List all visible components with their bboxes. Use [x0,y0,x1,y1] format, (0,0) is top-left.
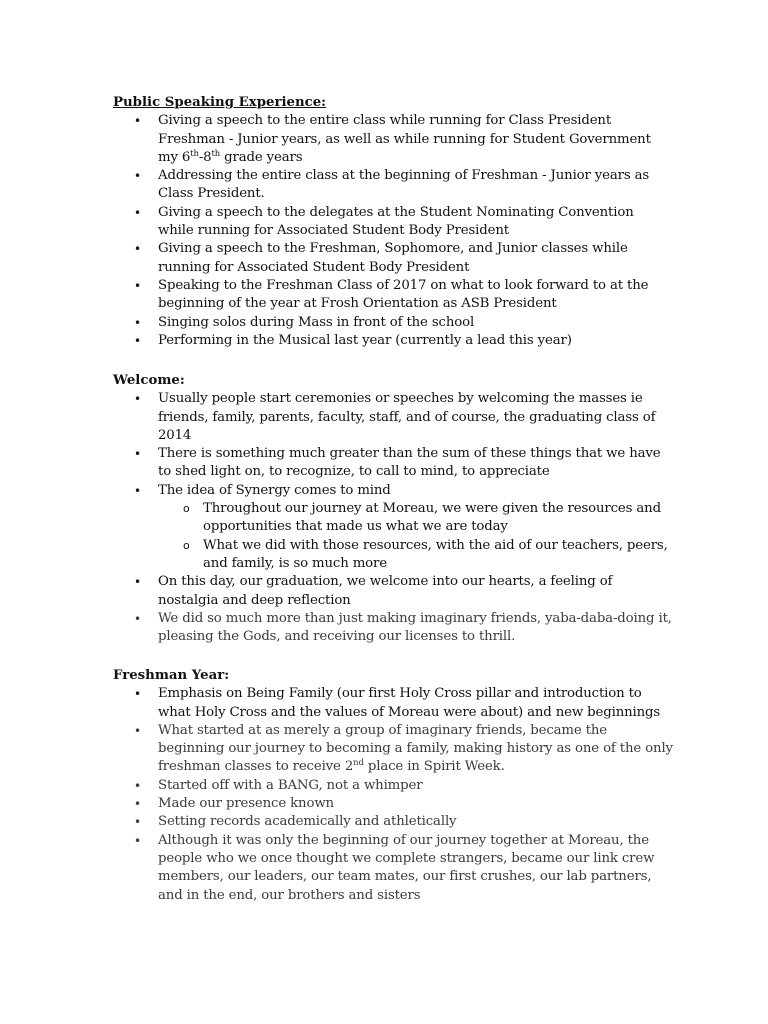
section-heading: Public Speaking Experience: [113,95,327,110]
section-welcome [113,372,673,646]
sub-list-item: o Throughout our journey at Moreau, we were given the resources and opportunities that made us what we are today [113,500,673,537]
section-public-speaking [113,94,673,350]
list-item: • What started at as merely a group of imaginary friends, became the beginning our journey to becoming a family, making history as one of the only freshman classes to receive 2nd place in Spirit Week. [113,722,673,777]
section-heading: Welcome: [113,373,185,388]
bullet-list [113,390,673,646]
list-item: • Singing solos during Mass in front of the school [113,314,673,332]
list-item: • Giving a speech to the delegates at the Student Nominating Convention while running for Associated Student Body President [113,204,673,241]
list-item: • Speaking to the Freshman Class of 2017 on what to look forward to at the beginning of the year at Frosh Orientation as ASB President [113,277,673,314]
list-item: • Giving a speech to the entire class while running for Class President Freshman - Junior years, as well as while running for Student Government my 6th-8th grade years [113,112,673,167]
list-item: • There is something much greater than the sum of these things that we have to shed light on, to recognize, to call to mind, to appreciate [113,445,673,482]
section-heading: Freshman Year: [113,668,230,683]
list-item: • Started off with a BANG, not a whimper [113,777,673,795]
list-item: • The idea of Synergy comes to mind [113,482,673,500]
section-freshman-year [113,667,673,905]
list-item: • We did so much more than just making imaginary friends, yaba-daba-doing it, pleasing the Gods, and receiving our licenses to thrill. [113,610,673,647]
list-item: • Usually people start ceremonies or speeches by welcoming the masses ie friends, family, parents, faculty, staff, and of course, the graduating class of 2014 [113,390,673,445]
list-item: • Giving a speech to the Freshman, Sophomore, and Junior classes while running for Associated Student Body President [113,240,673,277]
bullet-list [113,685,673,905]
list-item: • Setting records academically and athletically [113,813,673,831]
bullet-list [113,112,673,350]
list-item: • Addressing the entire class at the beginning of Freshman - Junior years as Class President. [113,167,673,204]
list-item: • Performing in the Musical last year (currently a lead this year) [113,332,673,350]
list-item: • On this day, our graduation, we welcome into our hearts, a feeling of nostalgia and deep reflection [113,573,673,610]
list-item: • Although it was only the beginning of our journey together at Moreau, the people who we once thought we complete strangers, became our link crew members, our leaders, our team mates, our first crushes, our lab partners, and in the end, our brothers and sisters [113,832,673,905]
list-item: • Emphasis on Being Family (our first Holy Cross pillar and introduction to what Holy Cross and the values of Moreau were about) and new beginnings [113,685,673,722]
sub-list-item: o What we did with those resources, with the aid of our teachers, peers, and family, is so much more [113,537,673,574]
list-item: • Made our presence known [113,795,673,813]
